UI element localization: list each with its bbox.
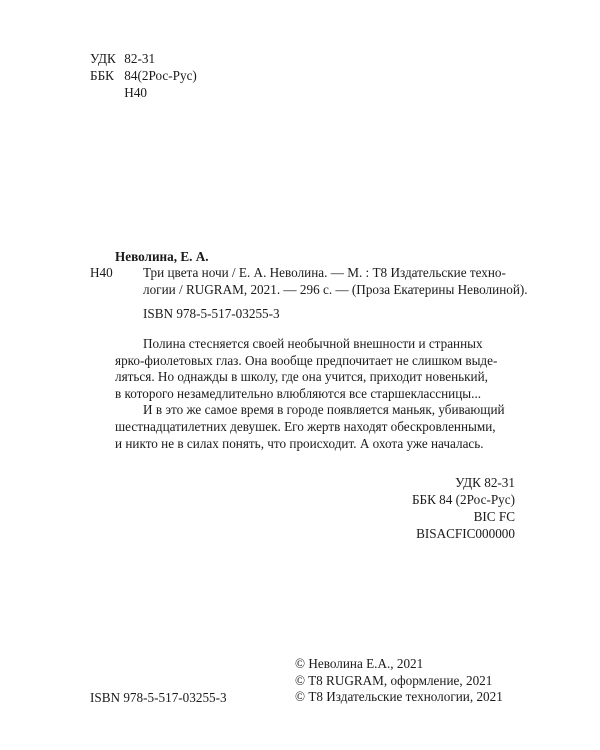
classification-block-top [90, 50, 197, 101]
author-mark-top: Н40 [124, 85, 148, 100]
classification-block-right [370, 474, 515, 542]
bbk-label: ББК [90, 68, 114, 83]
bbk-value: 84(2Рос-Рус) [124, 68, 197, 83]
author-mark-row [90, 84, 197, 101]
udk-row [90, 50, 197, 67]
isbn-main: ISBN 978-5-517-03255-3 [143, 306, 280, 321]
annotation-line: И в это же самое время в городе появляется маньяк, убивающий [143, 402, 505, 418]
udk-label: УДК [90, 51, 116, 66]
annotation-line: ляться. Но однажды в школу, где она учится, приходит новенький, [115, 369, 488, 385]
isbn-bottom: ISBN 978-5-517-03255-3 [90, 690, 227, 705]
copyright-block [295, 656, 503, 706]
bib-line: Три цвета ночи / Е. А. Неволина. — М. : Т8 Издательские техно- [143, 265, 506, 280]
bbk-row [90, 67, 197, 84]
copyright-line: © T8 RUGRAM, оформление, 2021 [295, 672, 493, 688]
right-class-udk: УДК 82-31 [455, 475, 515, 490]
udk-value: 82-31 [124, 51, 156, 66]
bibliographic-description [143, 264, 528, 298]
annotation-line: и никто не в силах понять, что происходит. А охота уже началась. [115, 435, 484, 451]
right-class-bbk: ББК 84 (2Рос-Рус) [411, 492, 515, 507]
bib-line: логии / RUGRAM, 2021. — 296 с. — (Проза Екатерины Неволиной). [143, 282, 528, 297]
right-class-bisac: BISACFIC000000 [416, 526, 515, 541]
annotation-line: ярко-фиолетовых глаз. Она вообще предпочитает не слишком выде- [115, 352, 498, 368]
author-heading: Неволина, Е. А. [115, 249, 209, 264]
annotation [115, 336, 515, 452]
annotation-line: Полина стесняется своей необычной внешности и странных [143, 336, 483, 351]
copyright-line: © Неволина Е.А., 2021 [295, 656, 424, 671]
author-mark: Н40 [90, 265, 113, 280]
copyright-line: © Т8 Издательские технологии, 2021 [295, 689, 503, 705]
right-class-bic: BIC FC [473, 509, 515, 524]
annotation-line: в которого незамедлительно влюбляются все старшеклассницы... [115, 385, 482, 401]
annotation-line: шестнадцатилетних девушек. Его жертв находят обескровленными, [115, 418, 496, 434]
